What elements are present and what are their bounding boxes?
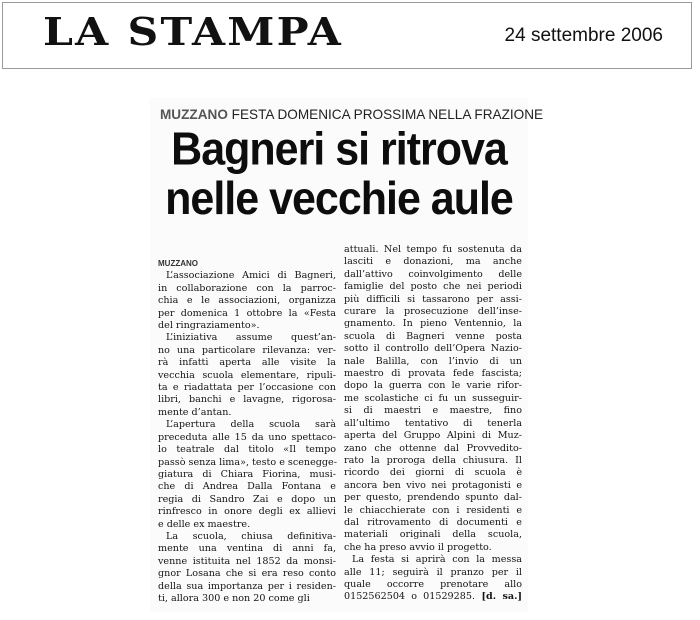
article-text-line: rato la proroga della chiusura. Il — [344, 454, 522, 466]
article-text-line: quale occorre prenotare allo — [344, 578, 522, 590]
article-text-line: lasciti e donazioni, ma anche — [344, 256, 522, 268]
article-text-line: attuali. Nel tempo fu sostenuta da — [344, 244, 522, 255]
article-text-line: curare la prosecuzione dell’inse- — [344, 306, 522, 318]
newspaper-header — [2, 2, 692, 69]
article-dateline: MUZZANO — [158, 259, 198, 268]
kicker-topic: FESTA DOMENICA PROSSIMA NELLA FRAZIONE — [231, 106, 544, 122]
article-text-line: ti, allora 300 e non 20 come gli — [158, 592, 310, 604]
article-column-left — [158, 258, 336, 605]
article-text-line: maestro di provata fede fascista; — [344, 368, 522, 380]
left-column-body — [158, 270, 336, 605]
article-text-line: nale Balilla, con l’invio di un — [344, 355, 522, 367]
article-text-line: in collaborazione con la parroc- — [158, 282, 336, 294]
article-text-line: 0152562504 o 01529285. [d. sa.] — [344, 591, 522, 603]
article-text-line: più difficili si tassarono per assi- — [344, 293, 522, 305]
article-text-line: ricordo dei giorni di scuola è — [344, 467, 522, 479]
publication-date: 24 settembre 2006 — [504, 25, 663, 46]
article-text-line: che di Andrea Dalla Fontana e — [158, 481, 336, 493]
article-text-line: dopo la guerra con le varie rifor- — [344, 380, 522, 392]
article-text-line: le chiacchierate con i residenti e — [344, 504, 522, 516]
article-text-line: giatura di Chiara Fiorina, musi- — [158, 468, 336, 480]
article-text-line: sotto il controllo dell’Opera Nazio- — [344, 343, 522, 355]
article-headline — [150, 124, 528, 223]
article-text-line: gnamento. In pieno Ventennio, la — [344, 318, 522, 330]
article-text-line: della sua importanza per i residen- — [158, 580, 336, 592]
article-text-line: dal ritrovamento di documenti e — [344, 516, 522, 528]
article-text-line: che ha preso avvio il progetto. — [344, 541, 492, 553]
article-text-line: libri, banchi e lavagne, rigorosa- — [158, 394, 336, 406]
article-text-line: L’iniziativa assume quest’an- — [166, 332, 336, 344]
article-text-line: aperta del Gruppo Alpini di Muz- — [344, 430, 522, 442]
article-text-line: lo teatrale dal titolo «Il tempo — [158, 444, 336, 456]
article-column-right — [344, 244, 522, 604]
article-text-line: no una particolare rilevanza: ver- — [158, 344, 336, 356]
article-text-line: La festa si aprirà con la messa — [352, 554, 522, 566]
article-kicker — [160, 106, 544, 122]
article-text-line: si di maestri e maestre, fino — [344, 405, 522, 417]
article-text-line: L’associazione Amici di Bagneri, — [166, 270, 336, 282]
article-clipping — [150, 98, 544, 612]
article-text-line: alle 11; seguirà il pranzo per il — [344, 566, 522, 578]
headline-line-1: Bagneri si ritrova — [171, 123, 507, 176]
article-text-line: rà infatti aperta alle visite la — [158, 357, 336, 369]
headline-line-2: nelle vecchie aule — [165, 172, 513, 225]
article-text-line: regia di Sandro Zai e dopo un — [158, 493, 336, 505]
article-text-line: mente una ventina di anni fa, — [158, 543, 336, 555]
article-text-line: passò senza lima», testo e scenegge- — [158, 456, 337, 468]
article-text-line: scuola di Bagneri venne posta — [344, 330, 522, 342]
article-text-line: vecchia scuola elementare, ripuli- — [158, 369, 336, 381]
article-text-line: famiglie del posto che nei periodi — [344, 281, 522, 293]
kicker-place: MUZZANO — [160, 106, 228, 122]
article-text-line: venne istituita nel 1852 da monsi- — [158, 555, 336, 567]
article-text-line: e delle ex maestre. — [158, 518, 251, 530]
article-text-line: dall’attivo coinvolgimento delle — [344, 268, 522, 280]
article-text-line: mente d’antan. — [158, 406, 232, 418]
article-text-line: preceduta alle 15 da uno spettaco- — [158, 431, 336, 443]
article-text-line: gnor Losana che si era reso conto — [158, 568, 336, 580]
author-signature: [d. sa.] — [475, 591, 522, 603]
article-text-line: L’apertura della scuola sarà — [166, 419, 336, 431]
article-text-line: chia e le associazioni, organizza — [158, 295, 336, 307]
article-text-line: zano che ottenne dal Provvedito- — [344, 442, 522, 454]
article-text-line: ta e riadattata per l’occasione con — [158, 382, 336, 394]
article-text-line: me scolastiche ci fu un susseguir- — [344, 392, 522, 404]
article-text-line: ancora ben vivo nei protagonisti e — [344, 479, 522, 491]
article-text-line: rinfresco in onore degli ex allievi — [158, 506, 336, 518]
article-text-line: La scuola, chiusa definitiva- — [166, 530, 336, 542]
article-text-line: del ringraziamento». — [158, 320, 260, 332]
article-text-line: materiali originali della scuola, — [344, 529, 522, 541]
right-column-body — [344, 244, 522, 604]
article-text-line: all’ultimo tentativo di tenerla — [344, 417, 522, 429]
article-text-line: per questo, prendendo spunto dal- — [344, 492, 522, 504]
article-text-line: per domenica 1 ottobre la «Festa — [158, 307, 336, 319]
newspaper-masthead: LA STAMPA — [43, 9, 344, 54]
